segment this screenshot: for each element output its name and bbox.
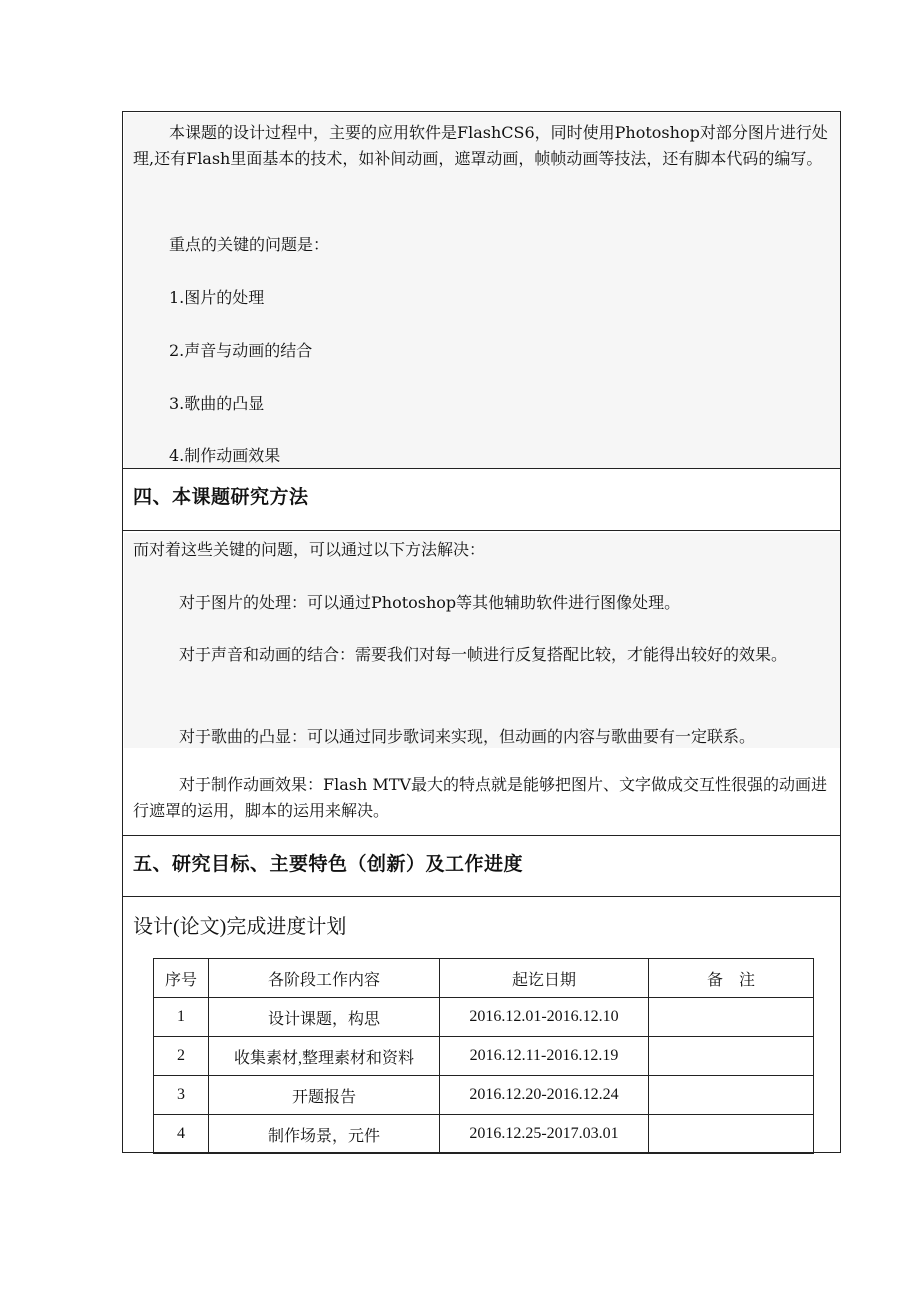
cell-dates: 2016.12.01-2016.12.10 <box>440 998 649 1037</box>
section4-heading: 四、本课题研究方法 <box>133 486 309 508</box>
section3-item-3: 3.歌曲的凸显 <box>169 394 265 413</box>
cell-content: 开题报告 <box>209 1076 440 1115</box>
section3-item-4: 4.制作动画效果 <box>169 446 281 465</box>
section3-paragraph-2: 重点的关键的问题是： <box>169 235 330 254</box>
cell-content: 收集素材,整理素材和资料 <box>209 1037 440 1076</box>
section4-background <box>124 533 840 748</box>
cell-notes <box>649 1115 814 1154</box>
section4-paragraph-1: 对于图片的处理：可以通过Photoshop等其他辅助软件进行图像处理。 <box>179 593 681 612</box>
section5-heading: 五、研究目标、主要特色（创新）及工作进度 <box>133 853 524 875</box>
cell-dates: 2016.12.25-2017.03.01 <box>440 1115 649 1154</box>
divider <box>123 835 840 836</box>
section3-item-1: 1.图片的处理 <box>169 288 265 307</box>
cell-index: 4 <box>154 1115 209 1154</box>
document-form-frame <box>122 111 841 1153</box>
section4-intro: 而对着这些关键的问题，可以通过以下方法解决： <box>133 540 486 559</box>
cell-index: 3 <box>154 1076 209 1115</box>
divider <box>123 896 840 897</box>
table-header-row <box>154 959 814 998</box>
section4-paragraph-4: 对于制作动画效果：Flash MTV最大的特点就是能够把图片、文字做成交互性很强的动画进行遮罩的运用，脚本的运用来解决。 <box>133 775 827 820</box>
header-notes: 备 注 <box>649 959 814 998</box>
header-dates: 起讫日期 <box>440 959 649 998</box>
cell-content: 设计课题，构思 <box>209 998 440 1037</box>
table-row <box>154 1037 814 1076</box>
section3-paragraph-1: 本课题的设计过程中，主要的应用软件是FlashCS6，同时使用Photoshop对部分图片进行处理,还有Flash里面基本的技术，如补间动画，遮罩动画，帧帧动画等技法，还有脚本代码的编写。 <box>133 123 828 168</box>
header-index: 序号 <box>154 959 209 998</box>
section4-paragraph-3: 对于歌曲的凸显：可以通过同步歌词来实现，但动画的内容与歌曲要有一定联系。 <box>179 727 756 746</box>
cell-notes <box>649 998 814 1037</box>
divider <box>123 468 840 469</box>
cell-notes <box>649 1037 814 1076</box>
table-row <box>154 1076 814 1115</box>
header-content: 各阶段工作内容 <box>209 959 440 998</box>
cell-dates: 2016.12.20-2016.12.24 <box>440 1076 649 1115</box>
cell-content: 制作场景，元件 <box>209 1115 440 1154</box>
divider <box>123 530 840 531</box>
cell-notes <box>649 1076 814 1115</box>
plan-title: 设计(论文)完成进度计划 <box>133 916 347 938</box>
table-row <box>154 998 814 1037</box>
table-row <box>154 1115 814 1154</box>
cell-index: 1 <box>154 998 209 1037</box>
schedule-table <box>153 958 814 1154</box>
cell-index: 2 <box>154 1037 209 1076</box>
cell-dates: 2016.12.11-2016.12.19 <box>440 1037 649 1076</box>
section3-item-2: 2.声音与动画的结合 <box>169 341 313 360</box>
section4-paragraph-2: 对于声音和动画的结合：需要我们对每一帧进行反复搭配比较，才能得出较好的效果。 <box>179 645 788 664</box>
